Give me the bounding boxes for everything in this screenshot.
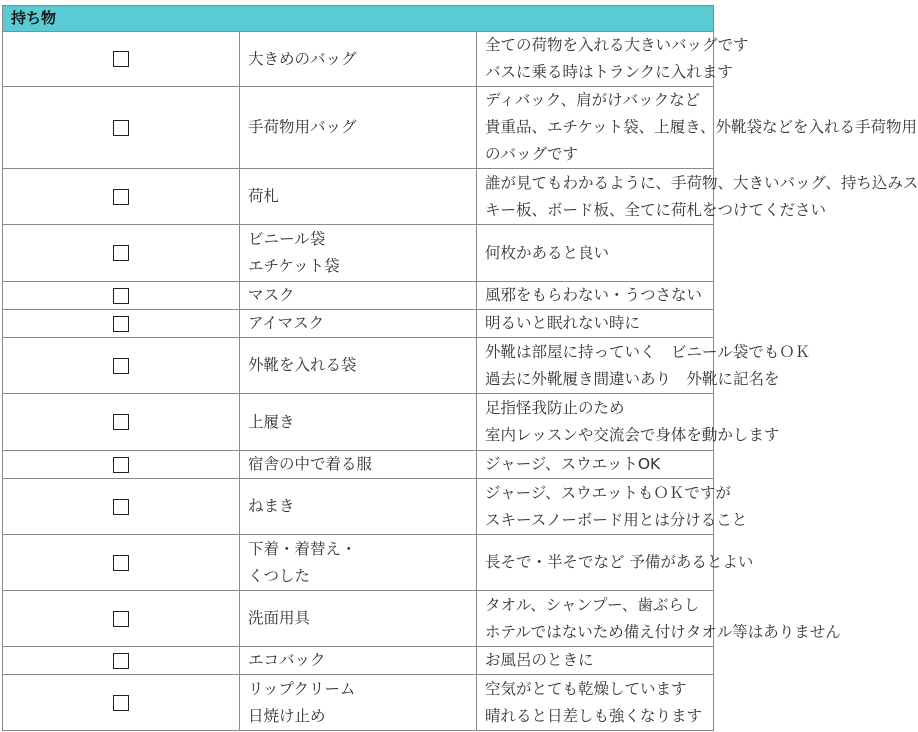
item-checkbox[interactable] [113,358,129,374]
table-row [3,338,714,394]
item-name-line: 洗面用具 [248,609,311,627]
item-description-line: 外靴は部屋に持っていく ビニール袋でもＯＫ [485,342,811,361]
item-description-line: キー板、ボード板、全てに荷札をつけてください [485,200,827,219]
packing-list-table [2,5,918,731]
item-description-line: タオル、シャンプー、歯ぶらし [485,595,700,614]
item-name-cell [240,591,477,647]
item-checkbox[interactable] [113,555,129,571]
item-name-cell [240,32,477,87]
table-row [3,591,714,647]
item-checkbox[interactable] [113,288,129,304]
item-name-cell [240,310,477,338]
item-name-cell [240,535,477,591]
item-description-cell [477,32,749,87]
item-description-cell [477,169,918,225]
item-name-cell [240,451,477,479]
item-description-cell [477,591,841,647]
table-row [3,32,714,87]
checkbox-cell [3,647,240,675]
table-row [3,225,714,282]
checkbox-cell [3,451,240,479]
item-description-cell [477,479,748,535]
item-description-line: 晴れると日差しも強くなります [485,706,703,725]
item-description-line: お風呂のときに [485,651,594,669]
item-description-line: ホテルではないため備え付けタオル等はありません [485,622,841,641]
item-checkbox[interactable] [113,695,129,711]
item-name-line: 手荷物用バッグ [248,118,357,136]
item-name-line: ねまき [248,497,295,515]
item-name-line: ビニール袋 [248,230,326,248]
item-description-line: 足指怪我防止のため [485,399,625,417]
item-name-cell [240,169,477,225]
item-name-cell [240,338,477,394]
item-description-line: 全ての荷物を入れる大きいバッグです [485,36,749,54]
item-description-cell [477,282,714,310]
item-description-line: 貴重品、エチケット袋、上履き、外靴袋などを入れる手荷物用 [485,118,917,136]
table-title: 持ち物 [3,6,714,32]
item-description-line: 空気がとても乾燥しています [485,679,687,698]
item-description-line: バスに乗る時はトランクに入れます [485,63,733,81]
item-name-cell [240,87,477,169]
item-name-cell [240,479,477,535]
checkbox-cell [3,310,240,338]
table-row [3,479,714,535]
checkbox-cell [3,394,240,451]
item-name-cell [240,225,477,282]
item-description-cell [477,310,714,338]
item-description-line: ディバック、肩がけバックなど [485,91,701,109]
checkbox-cell [3,87,240,169]
item-checkbox[interactable] [113,316,129,332]
item-description-line: のバッグです [485,145,579,163]
item-description-line: 明るいと眠れない時に [485,314,641,332]
table-row [3,535,714,591]
item-checkbox[interactable] [113,414,129,430]
item-checkbox[interactable] [113,457,129,473]
item-description-line: 過去に外靴履き間違いあり 外靴に記名を [485,369,780,388]
item-description-cell [477,535,754,591]
checkbox-cell [3,479,240,535]
item-description-cell [477,225,714,282]
item-checkbox[interactable] [113,51,129,67]
checkbox-cell [3,535,240,591]
item-name-line: マスク [248,286,295,304]
item-name-cell [240,675,477,731]
item-name-line: エチケット袋 [248,257,340,275]
table-row [3,169,714,225]
table-row [3,647,714,675]
item-name-line: リップクリーム [248,679,356,698]
item-name-cell [240,282,477,310]
item-name-line: 日焼け止め [248,706,326,725]
item-description-cell [477,87,917,169]
table-row [3,282,714,310]
item-name-line: 上履き [248,412,295,431]
item-checkbox[interactable] [113,189,129,205]
item-name-line: 外靴を入れる袋 [248,356,357,374]
item-description-line: 風邪をもらわない・うつさない [485,286,703,304]
item-checkbox[interactable] [113,499,129,515]
item-name-line: アイマスク [248,314,325,332]
table-body [3,6,918,731]
item-description-line: 何枚かあると良い [485,243,610,262]
item-name-line: 大きめのバッグ [248,49,357,68]
item-name-line: 荷札 [248,187,280,205]
item-name-cell [240,647,477,675]
item-description-line: ジャージ、スウエットOK [485,455,661,473]
item-description-line: 室内レッスンや交流会で身体を動かします [485,426,780,444]
item-description-cell [477,675,714,731]
item-checkbox[interactable] [113,611,129,627]
header-row [3,6,714,32]
checkbox-cell [3,32,240,87]
item-description-line: 長そで・半そでなど 予備があるとよい [485,553,754,571]
checklist-sheet [2,5,918,731]
item-name-line: 下着・着替え・ [248,539,357,558]
item-description-cell [477,451,714,479]
table-row [3,675,714,731]
checkbox-cell [3,225,240,282]
item-name-line: くつした [248,566,311,585]
checkbox-cell [3,169,240,225]
item-description-line: ジャージ、スウエットもＯＫですが [485,483,731,502]
checkbox-cell [3,591,240,647]
item-description-cell [477,338,811,394]
item-description-line: スキースノーボード用とは分けること [485,510,748,529]
table-row [3,310,714,338]
item-description-line: 誰が見てもわかるように、手荷物、大きいバッグ、持ち込みス [485,173,918,192]
item-checkbox[interactable] [113,653,129,669]
checkbox-cell [3,282,240,310]
item-name-line: エコバック [248,651,326,669]
item-description-cell [477,394,780,451]
checkbox-cell [3,338,240,394]
item-checkbox[interactable] [113,120,129,136]
table-row [3,394,714,451]
table-row [3,87,714,169]
item-checkbox[interactable] [113,245,129,261]
table-row [3,451,714,479]
item-name-line: 宿舎の中で着る服 [248,455,373,473]
item-description-cell [477,647,714,675]
checkbox-cell [3,675,240,731]
item-name-cell [240,394,477,451]
